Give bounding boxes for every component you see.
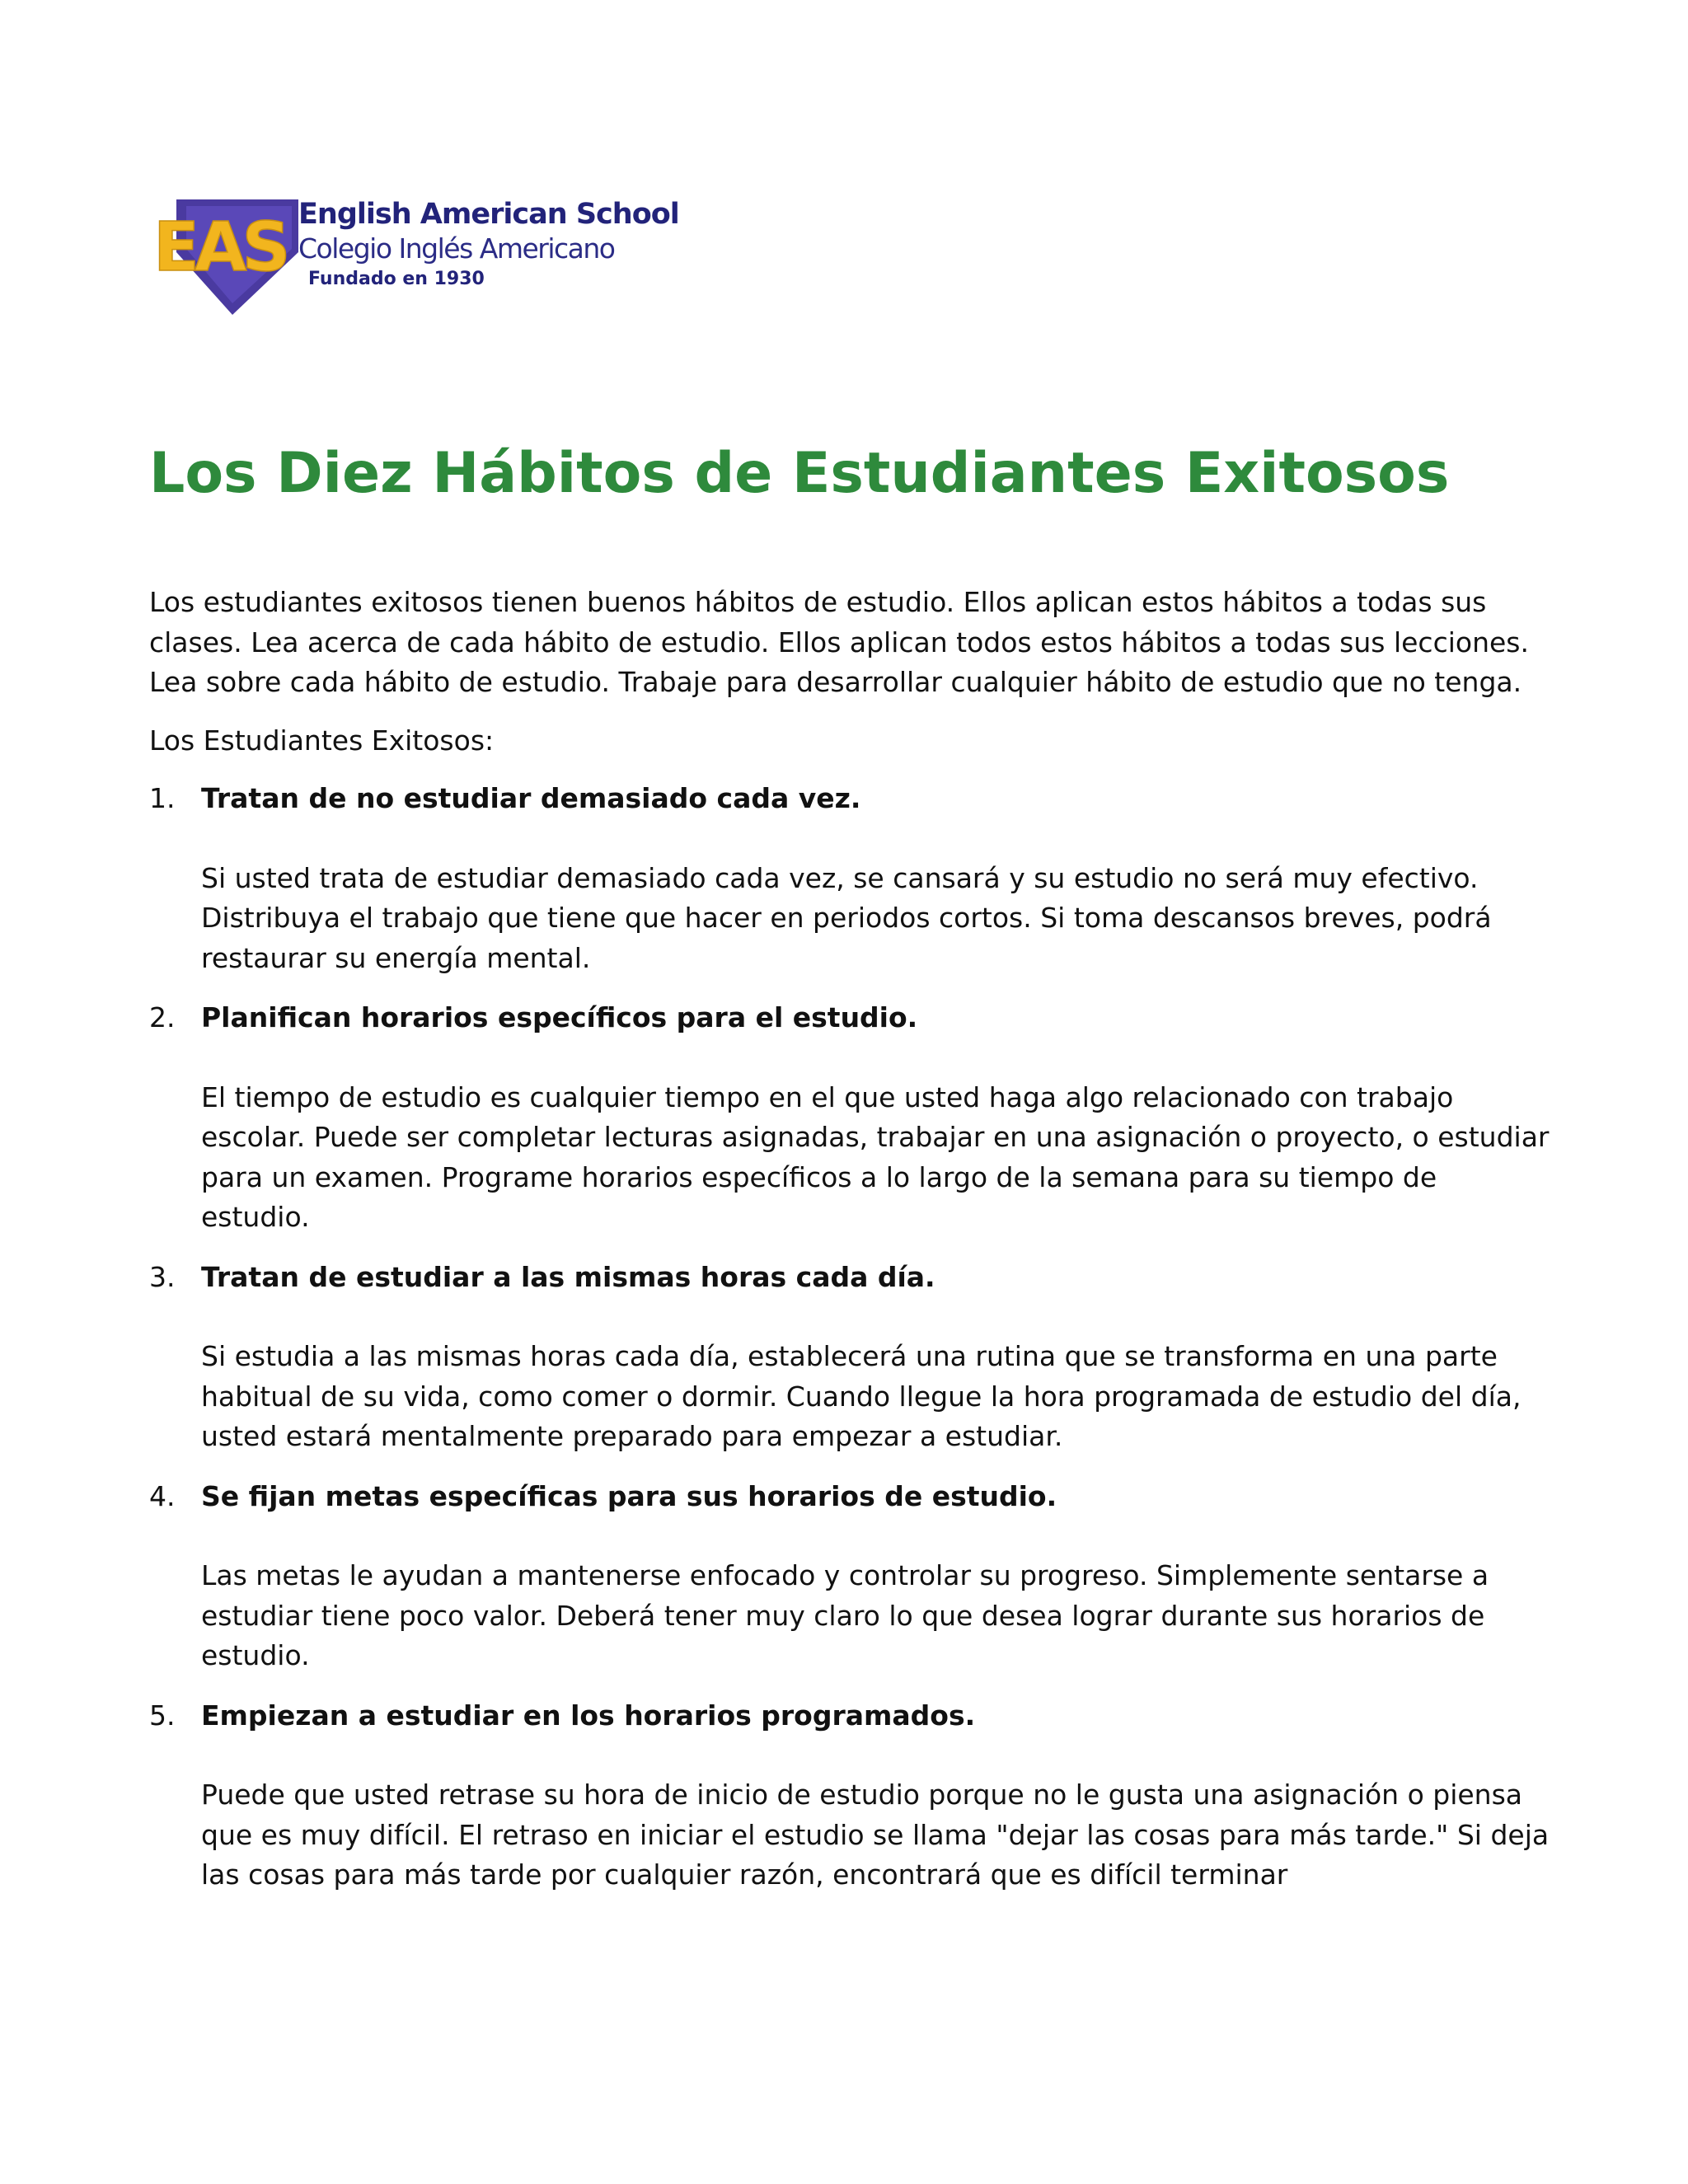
habit-title: Tratan de no estudiar demasiado cada vez. — [201, 782, 861, 814]
list-item — [149, 1477, 1550, 1676]
item-number: 3. — [149, 1260, 176, 1293]
page-title: Los Diez Hábitos de Estudiantes Exitosos — [149, 441, 1450, 506]
habit-description: Si usted trata de estudiar demasiado cada vez, se cansará y su estudio no será muy efectivo. Distribuya el trabajo que tiene que hacer en periodos cortos. Si toma descansos breves, podrá restaurar su energía mental. — [201, 861, 1492, 974]
habit-title: Planifican horarios específicos para el estudio. — [201, 1001, 918, 1033]
list-item — [149, 779, 1550, 978]
habit-description: Si estudia a las mismas horas cada día, establecerá una rutina que se transforma en una parte habitual de su vida, como comer o dormir. Cuando llegue la hora programada de estudio del día, usted estará mentalmente preparado para empezar a estudiar. — [201, 1340, 1522, 1452]
logo-school-name-spanish: Colegio Inglés Americano — [298, 232, 615, 265]
school-logo — [153, 194, 679, 315]
habit-title: Se fijan metas específicas para sus horarios de estudio. — [201, 1479, 1057, 1512]
eas-shield-icon — [153, 194, 298, 315]
habits-list — [149, 779, 1550, 1896]
habit-description: Puede que usted retrase su hora de inicio de estudio porque no le gusta una asignación o piensa que es muy difícil. El retraso en iniciar el estudio se llama "dejar las cosas para más tarde." Si deja las cosas para más tarde por cualquier razón, encontrará que es difícil terminar — [201, 1779, 1550, 1891]
intro-paragraph: Los estudiantes exitosos tienen buenos hábitos de estudio. Ellos aplican estos hábitos a todas sus clases. Lea acerca de cada hábito de estudio. Ellos aplican todos estos hábitos a todas sus lecciones. Lea sobre cada hábito de estudio. Trabaje para desarrollar cualquier hábito de estudio que no tenga. — [149, 586, 1529, 698]
item-number: 5. — [149, 1699, 176, 1732]
item-number: 4. — [149, 1479, 176, 1512]
logo-monogram: EAS — [153, 209, 286, 287]
list-item — [149, 1258, 1550, 1457]
logo-founded: Fundado en 1930 — [308, 269, 485, 289]
item-number: 2. — [149, 1001, 176, 1033]
document-body — [149, 583, 1550, 1915]
item-number: 1. — [149, 782, 176, 814]
list-lead: Los Estudiantes Exitosos: — [149, 724, 495, 757]
habit-description: Las metas le ayudan a mantenerse enfocado y controlar su progreso. Simplemente sentarse a estudiar tiene poco valor. Deberá tener muy claro lo que desea lograr durante sus horarios de estudio. — [201, 1559, 1489, 1671]
list-item — [149, 998, 1550, 1238]
list-item — [149, 1696, 1550, 1896]
habit-title: Empiezan a estudiar en los horarios programados. — [201, 1699, 976, 1732]
logo-school-name: English American School — [298, 198, 679, 231]
habit-title: Tratan de estudiar a las mismas horas cada día. — [201, 1260, 935, 1293]
habit-description: El tiempo de estudio es cualquier tiempo en el que usted haga algo relacionado con trabajo escolar. Puede ser completar lecturas asignadas, trabajar en una asignación o proyecto, o estudiar para un examen. Programe horarios específicos a lo largo de la semana para su tiempo de estudio. — [201, 1080, 1550, 1233]
